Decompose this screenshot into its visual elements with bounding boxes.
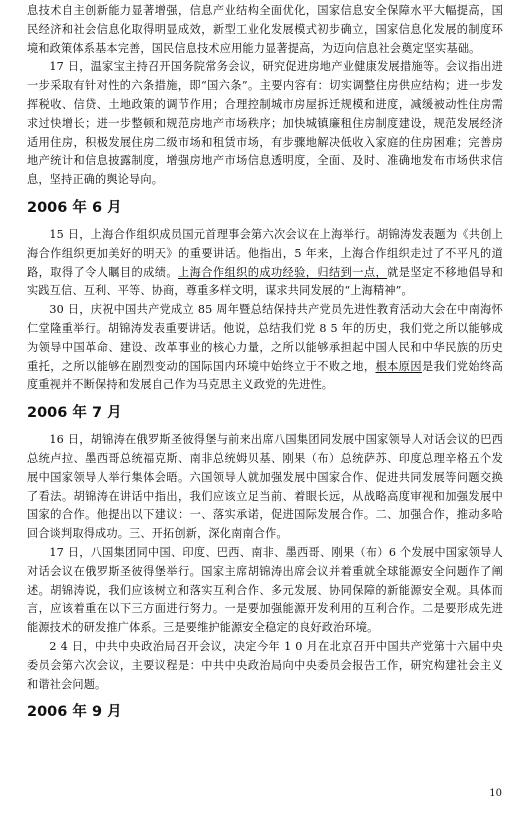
page-number: 10 <box>489 788 502 799</box>
month-heading-june: 2006 年 6 月 <box>27 199 122 216</box>
paragraph-politburo-meeting: 2 4 日，中共中央政治局召开会议，决定今年 1 0 月在北京召开中国共产党第十六届中央委员会第六次会议，主要议程是：中共中央政治局向中央委员会报告工作，研究构建社会主义和谐社会问题。 <box>27 639 503 691</box>
anniversary-text-part-3: 是我们党始终高度重视并不断保持和发展自己作为马克思主义政党的先进性。 <box>27 359 503 392</box>
sco-underlined-phrase: 上海合作组织的成功经验，归结到一点， <box>178 265 388 279</box>
paragraph-informatization-goals: 息技术自主创新能力显著增强，信息产业结构全面优化，国家信息安全保障水平大幅提高，国民经济和社会信息化取得明显成效，新型工业化发展模式初步确立，国家信息化发展的制度环境和政策体系基本完善，国民信息技术应用能力显著提高，为迈向信息社会奠定坚实基础。 <box>27 4 503 55</box>
paragraph-sco-summit <box>27 226 503 301</box>
anniversary-text-part-1: 30 日，庆祝中国共产党成立 85 周年暨总结保持共产党员先进性教育活动大会在中南海怀仁堂隆重举行。胡锦涛发表重要讲话。他说，总结我们党 8 5 年的历史，我们党之所以能够成为领导中国革命、建设、改革事业的核心力量，之所以能够承担起中国人民和中华民族的历史重托，之所以能够在剧烈变动的国际国内环境中始终立于不败之地， <box>27 303 503 373</box>
paragraph-party-anniversary <box>27 301 503 395</box>
month-heading-july: 2006 年 7 月 <box>27 405 122 422</box>
paragraph-developing-nations-meeting: 16 日，胡锦涛在俄罗斯圣彼得堡与前来出席八国集团同发展中国家领导人对话会议的巴西总统卢拉、墨西哥总统福克斯、南非总统姆贝基、刚果（布）总统萨苏、印度总理辛格五个发展中国家领导人举行集体会晤。六国领导人就加强发展中国家合作、促进共同发展等问题交换了看法。胡锦涛在讲话中指出，我们应该立足当前、着眼长远，从战略高度审视和加强发展中国家的合作。他提出以下建议：一、落实承诺，促进国际发展合作。二、加强合作，推动多哈回合谈判取得成功。三、开拓创新，深化南南合作。 <box>27 433 503 541</box>
paragraph-housing-measures: 17 日，温家宝主持召开国务院常务会议，研究促进房地产业健康发展措施等。会议指出进一步采取有针对性的六条措施，即“国六条”。主要内容有：切实调整住房供应结构；进一步发挥税收、信贷、土地政策的调节作用；合理控制城市房屋拆迁规模和进度，减缓被动性住房需求过快增长；进一步整顿和规范房地产市场秩序；加快城镇廉租住房制度建设，规范发展经济适用住房，积极发展住房二级市场和租赁市场，有步骤地解决低收入家庭的住房困难；完善房地产统计和信息披露制度，增强房地产市场信息透明度，全面、及时、准确地发布市场供求信息，坚持正确的舆论导向。 <box>27 60 503 187</box>
sco-text-part-1: 15 日，上海合作组织成员国元首理事会第六次会议在上海举行。胡锦涛发表题为《共创上海合作组织更加美好的明天》的重要讲话。他指出，5 年来，上海合作组织走过了不平凡的道路，取得了令人瞩目的成绩。 <box>27 227 503 279</box>
sco-text-part-3: 就是坚定不移地倡导和实践互信、互利、平等、协商，尊重多样文明，谋求共同发展的“上海精神”。 <box>27 265 503 298</box>
month-heading-september: 2006 年 9 月 <box>27 704 122 721</box>
anniversary-underlined-phrase: 根本原因 <box>375 359 422 373</box>
paragraph-energy-security-dialogue: 17 日，八国集团同中国、印度、巴西、南非、墨西哥、刚果（布）6 个发展中国家领导人对话会议在俄罗斯圣彼得堡举行。国家主席胡锦涛出席会议并着重就全球能源安全问题作了阐述。胡锦涛说，我们应该树立和落实互利合作、多元发展、协同保障的新能源安全观。具体而言，应该着重在以下三方面进行努力。一是要加强能源开发利用的互利合作。二是要形成先进能源技术的研发推广体系。三是要维护能源安全稳定的良好政治环境。 <box>27 545 503 635</box>
